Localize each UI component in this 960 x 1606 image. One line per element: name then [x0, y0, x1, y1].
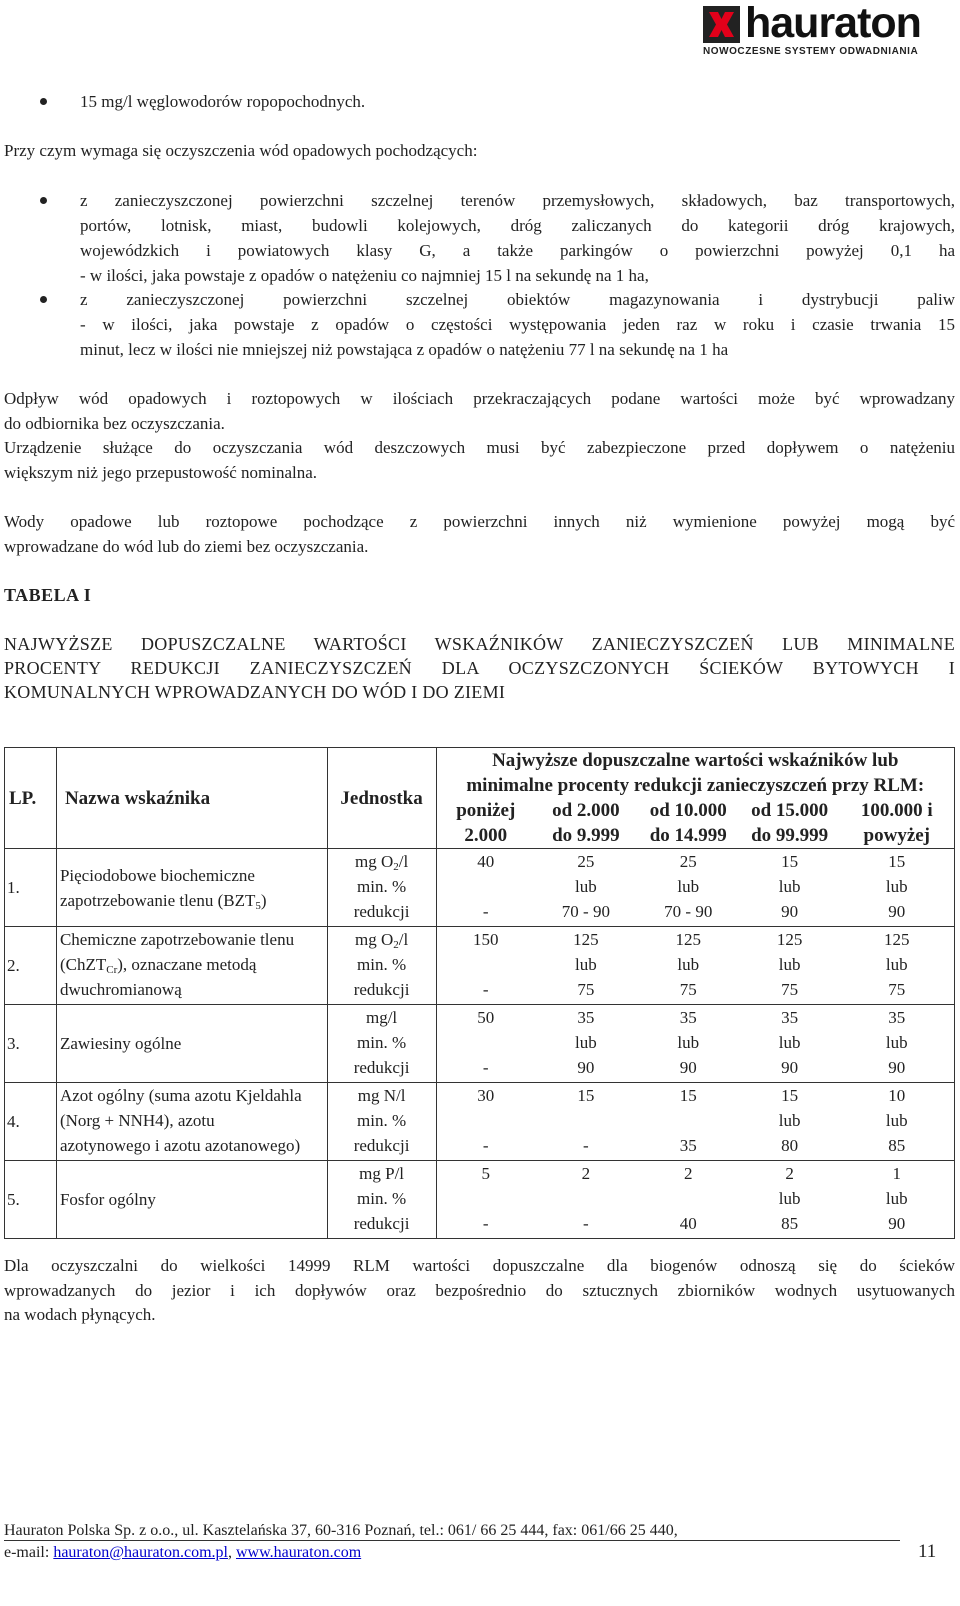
paragraph-line: Dla oczyszczalni do wielkości 14999 RLM wartości dopuszczalne dla biogenów odnoszą się do ścieków	[4, 1256, 955, 1275]
bullet-dot	[40, 296, 47, 303]
logo-tagline: NOWOCZESNE SYSTEMY ODWADNIANIA	[703, 46, 919, 57]
bullet-line: - w ilości, jaka powstaje z opadów o natężeniu co najmniej 15 l na sekundę na 1 ha,	[80, 266, 649, 285]
row-value-cell: 30 -	[436, 1083, 535, 1161]
row-unit: mg $O_2/l$ min. % redukcji	[327, 849, 436, 927]
bullet-line: portów, lotnisk, miast, budowli kolejowych, dróg zaliczanych do kategorii dróg krajowych,	[80, 216, 955, 235]
table-row	[5, 927, 955, 1005]
footer-email-link[interactable]: hauraton@hauraton.com.pl	[53, 1544, 228, 1561]
footer-email-label: e-mail:	[4, 1544, 54, 1561]
table-heading-line: PROCENTY REDUKCJI ZANIECZYSZCZEŃ DLA OCZYSZCZONYCH ŚCIEKÓW BYTOWYCH I	[4, 658, 955, 678]
row-indicator-name: Zawiesiny ogólne	[56, 1005, 327, 1083]
paragraph-line: Wody opadowe lub roztopowe pochodzące z powierzchni innych niż wymienione powyżej mogą być	[4, 512, 955, 531]
row-lp: 2.	[5, 927, 57, 1005]
row-indicator-name: Azot ogólny (suma azotu Kjeldahla (Norg + NNH4), azotu azotynowego i azotu azotanowego)	[56, 1083, 327, 1161]
footer-website-link[interactable]: www.hauraton.com	[236, 1544, 362, 1561]
header-unit: Jednostka	[327, 748, 436, 849]
paragraph-line: do odbiornika bez oczyszczania.	[4, 414, 225, 433]
row-value-cell: 35 lub 90	[740, 1005, 840, 1083]
row-indicator-name: Pięciodobowe biochemiczne zapotrzebowanie tlenu $(BZT_5)$	[56, 849, 327, 927]
table-row	[5, 849, 955, 927]
row-value-cell: 25 lub 70 - 90	[637, 849, 740, 927]
paragraph-line: na wodach płynących.	[4, 1305, 156, 1324]
row-value-cell: 1 lub 90	[840, 1161, 955, 1239]
row-unit: mg $O_2/l$ min. % redukcji	[327, 927, 436, 1005]
bullet-line: minut, lecz w ilości nie mniejszej niż powstająca z opadów o natężeniu 77 l na sekundę na 1 ha	[80, 340, 729, 359]
row-value-cell: 25 lub 70 - 90	[535, 849, 637, 927]
row-value-cell: 10 lub 85	[840, 1083, 955, 1161]
row-value-cell: 5 -	[436, 1161, 535, 1239]
header-col-2000-9999: od 2.000 do 9.999	[535, 798, 637, 849]
bullet-line: - w ilości, jaka powstaje z opadów o częstości występowania jeden raz w roku i czasie trwania 15	[80, 315, 955, 334]
row-value-cell: 125 lub 75	[637, 927, 740, 1005]
hauraton-logo	[703, 0, 953, 58]
row-value-cell: 125 lub 75	[740, 927, 840, 1005]
row-value-cell: 35 lub 90	[535, 1005, 637, 1083]
footer-separator: ,	[228, 1544, 236, 1561]
row-value-cell: 15 lub 90	[840, 849, 955, 927]
row-unit: mg N/l min. % redukcji	[327, 1083, 436, 1161]
row-value-cell: 125 lub 75	[840, 927, 955, 1005]
row-lp: 4.	[5, 1083, 57, 1161]
table-heading-line: NAJWYŻSZE DOPUSZCZALNE WARTOŚCI WSKAŹNIKÓW ZANIECZYSZCZEŃ LUB MINIMALNE	[4, 634, 955, 654]
header-lp: LP.	[5, 748, 57, 849]
bullet-dot	[40, 98, 47, 105]
row-value-cell: 15 -	[535, 1083, 637, 1161]
header-group-line: Najwyższe dopuszczalne wartości wskaźników lub	[492, 750, 899, 771]
row-value-cell: 40 -	[436, 849, 535, 927]
row-value-cell: 35 lub 90	[637, 1005, 740, 1083]
footer-address: Hauraton Polska Sp. z o.o., ul. Kasztelańska 37, 60-316 Poznań, tel.: 061/ 66 25 444, fax: 061/66 25 440,	[4, 1522, 678, 1539]
table-heading-line: KOMUNALNYCH WPROWADZANYCH DO WÓD I DO ZIEMI	[4, 682, 506, 702]
bullet-line: z zanieczyszczonej powierzchni szczelnej terenów przemysłowych, składowych, baz transportowych,	[80, 191, 955, 210]
paragraph-line: wprowadzane do wód lub do ziemi bez oczyszczania.	[4, 537, 369, 556]
row-lp: 5.	[5, 1161, 57, 1239]
footer-contact	[4, 1542, 361, 1564]
row-value-cell: 2 40	[637, 1161, 740, 1239]
bullet-dot	[40, 197, 47, 204]
row-value-cell: 2 -	[535, 1161, 637, 1239]
paragraph-line: Urządzenie służące do oczyszczania wód deszczowych musi być zabezpieczone przed dopływem o natężeniu	[4, 438, 955, 457]
header-indicator-name: Nazwa wskaźnika	[56, 748, 327, 849]
row-lp: 3.	[5, 1005, 57, 1083]
row-unit: mg/l min. % redukcji	[327, 1005, 436, 1083]
paragraph-line: wprowadzanych do jezior i ich dopływów oraz bezpośrednio do sztucznych zbiorników wodnych usytuowanych	[4, 1281, 955, 1300]
row-value-cell: 15 35	[637, 1083, 740, 1161]
row-value-cell: 125 lub 75	[535, 927, 637, 1005]
table-title: TABELA I	[4, 585, 92, 605]
row-value-cell: 2 lub 85	[740, 1161, 840, 1239]
table-row	[5, 1083, 955, 1161]
bullet-line: 15 mg/l węglowodorów ropopochodnych.	[80, 92, 366, 111]
row-value-cell: 150 -	[436, 927, 535, 1005]
table-row	[5, 1161, 955, 1239]
header-group-line: minimalne procenty redukcji zanieczyszczeń przy RLM:	[466, 775, 925, 796]
pollutant-limits-table	[4, 747, 955, 1239]
logo-brand-text: hauraton	[745, 0, 921, 47]
header-col-below-2000: poniżej 2.000	[436, 798, 535, 849]
bullet-line: z zanieczyszczonej powierzchni szczelnej obiektów magazynowania i dystrybucji paliw	[80, 290, 955, 309]
bullet-line: wojewódzkich i powiatowych klasy G, a także parkingów o powierzchni powyżej 0,1 ha	[80, 241, 955, 260]
row-unit: mg P/l min. % redukcji	[327, 1161, 436, 1239]
header-col-100000-plus: 100.000 i powyżej	[840, 798, 955, 849]
header-col-10000-14999: od 10.000 do 14.999	[637, 798, 740, 849]
lead-paragraph: Przy czym wymaga się oczyszczenia wód opadowych pochodzących:	[4, 141, 478, 160]
row-value-cell: 15 lub 90	[740, 849, 840, 927]
row-indicator-name: Chemiczne zapotrzebowanie tlenu (ChZT$_{Cr}$), oznaczane metodą dwuchromianową	[56, 927, 327, 1005]
header-group	[436, 748, 954, 799]
paragraph-line: większym niż jego przepustowość nominalna.	[4, 463, 318, 482]
paragraph-line: Odpływ wód opadowych i roztopowych w ilościach przekraczających podane wartości może być wprowadzany	[4, 389, 955, 408]
page-number: 11	[918, 1541, 937, 1562]
row-indicator-name: Fosfor ogólny	[56, 1161, 327, 1239]
hauraton-mark-icon	[703, 6, 740, 43]
row-value-cell: 15 lub 80	[740, 1083, 840, 1161]
header-col-15000-99999: od 15.000 do 99.999	[740, 798, 840, 849]
row-value-cell: 35 lub 90	[840, 1005, 955, 1083]
row-value-cell: 50 -	[436, 1005, 535, 1083]
table-row	[5, 1005, 955, 1083]
row-lp: 1.	[5, 849, 57, 927]
